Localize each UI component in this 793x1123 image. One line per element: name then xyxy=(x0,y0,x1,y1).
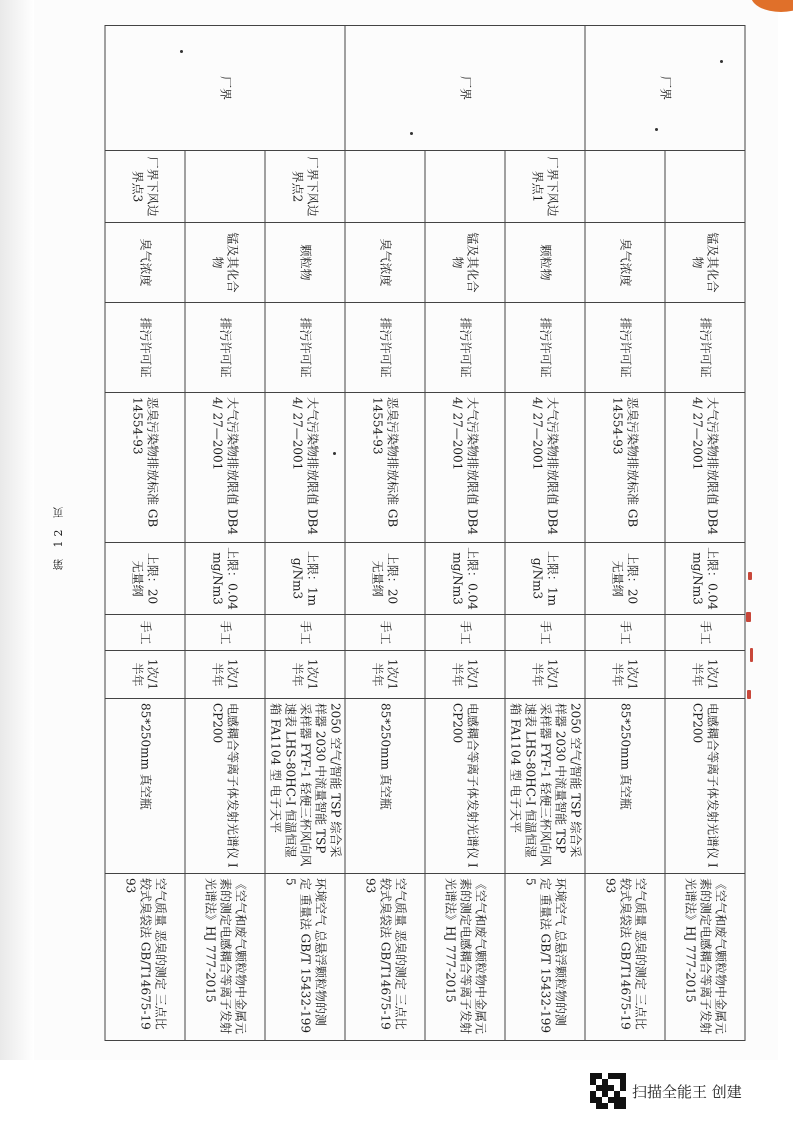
point-cell xyxy=(585,150,665,222)
table-row xyxy=(425,25,505,1040)
frequency-cell: 1次/1半年 xyxy=(265,650,345,698)
standard-cell: 大气污染物排放限值 DB44/ 27—2001 xyxy=(265,392,345,542)
requirement-cell: 排污许可证 xyxy=(585,302,665,392)
analysis-cell: 空气质量 恶臭的测定 三点比较式臭袋法 GB/T14675-1993 xyxy=(345,873,425,1040)
instrument-cell: 85*250mm 真空瓶 xyxy=(345,698,425,873)
standard-cell: 大气污染物排放限值 DB44/ 27—2001 xyxy=(185,392,265,542)
method-cell: 手工 xyxy=(585,614,665,650)
pollutant-cell: 颗粒物 xyxy=(265,222,345,302)
frequency-cell: 1次/1半年 xyxy=(345,650,425,698)
method-cell: 手工 xyxy=(265,614,345,650)
analysis-cell: 《空气和废气颗粒物中金属元素的测定电感耦合等离子发射光谱法》HJ 777-2015 xyxy=(665,873,745,1040)
requirement-cell: 排污许可证 xyxy=(425,302,505,392)
area-cell: 厂界 xyxy=(105,25,345,150)
method-cell: 手工 xyxy=(665,614,745,650)
frequency-cell: 1次/1半年 xyxy=(665,650,745,698)
standard-cell: 恶臭污染物排放标准 GB 14554-93 xyxy=(345,392,425,542)
frequency-cell: 1次/1半年 xyxy=(105,650,185,698)
pollutant-cell: 锰及其化合物 xyxy=(185,222,265,302)
instrument-cell: 2050 空气/智能 TSP 综合采样器 2030 中流量智能 TSP 采样器 FYF-1 轻便三杯风向风速表 LHS-80HC-I 恒温恒湿箱 FA1104 型 电子天平 xyxy=(265,698,345,873)
point-cell xyxy=(425,150,505,222)
analysis-cell: 环境空气 总悬浮颗粒物的测定 重量法 GB/T 15432-1995 xyxy=(265,873,345,1040)
pollutant-cell: 锰及其化合物 xyxy=(665,222,745,302)
method-cell: 手工 xyxy=(505,614,585,650)
standard-cell: 大气污染物排放限值 DB44/ 27—2001 xyxy=(505,392,585,542)
point-cell: 厂界下风边界点2 xyxy=(265,150,345,222)
standard-cell: 恶臭污染物排放标准 GB 14554-93 xyxy=(585,392,665,542)
analysis-cell: 空气质量 恶臭的测定 三点比较式臭袋法 GB/T14675-1993 xyxy=(585,873,665,1040)
analysis-cell: 《空气和废气颗粒物中金属元素的测定电感耦合等离子发射光谱法》HJ 777-2015 xyxy=(185,873,265,1040)
instrument-cell: 85*250mm 真空瓶 xyxy=(585,698,665,873)
requirement-cell: 排污许可证 xyxy=(345,302,425,392)
method-cell: 手工 xyxy=(105,614,185,650)
table-row xyxy=(265,25,345,1040)
limit-cell: 上限：1mg/Nm3 xyxy=(505,542,585,614)
limit-cell: 上限：20 无量纲 xyxy=(585,542,665,614)
limit-cell: 上限：0.04mg/Nm3 xyxy=(665,542,745,614)
standard-cell: 恶臭污染物排放标准 GB 14554-93 xyxy=(105,392,185,542)
scanner-watermark xyxy=(590,1073,742,1109)
requirement-cell: 排污许可证 xyxy=(265,302,345,392)
frequency-cell: 1次/1半年 xyxy=(425,650,505,698)
point-cell xyxy=(185,150,265,222)
point-cell xyxy=(665,150,745,222)
qr-code-icon xyxy=(590,1073,626,1109)
pollutant-cell: 锰及其化合物 xyxy=(425,222,505,302)
analysis-cell: 空气质量 恶臭的测定 三点比较式臭袋法 GB/T14675-1993 xyxy=(105,873,185,1040)
instrument-cell: 电感耦合等离子体发射光谱仪 ICP200 xyxy=(185,698,265,873)
standard-cell: 大气污染物排放限值 DB44/ 27—2001 xyxy=(425,392,505,542)
area-cell: 厂界 xyxy=(345,25,585,150)
page-number: 第 12 页 xyxy=(52,503,65,570)
method-cell: 手工 xyxy=(425,614,505,650)
margin-mark xyxy=(746,612,751,622)
pollutant-cell: 臭气浓度 xyxy=(345,222,425,302)
table-row xyxy=(505,25,585,1040)
analysis-cell: 环境空气 总悬浮颗粒物的测定 重量法 GB/T 15432-1995 xyxy=(505,873,585,1040)
limit-cell: 上限：20 无量纲 xyxy=(105,542,185,614)
standard-cell: 大气污染物排放限值 DB44/ 27—2001 xyxy=(665,392,745,542)
frequency-cell: 1次/1半年 xyxy=(185,650,265,698)
table-row xyxy=(105,25,185,1040)
pollutant-cell: 颗粒物 xyxy=(505,222,585,302)
scan-shadow-edge xyxy=(0,0,34,1060)
margin-mark xyxy=(750,648,753,662)
instrument-cell: 电感耦合等离子体发射光谱仪 ICP200 xyxy=(665,698,745,873)
instrument-cell: 2050 空气/智能 TSP 综合采样器 2030 中流量智能 TSP 采样器 FYF-1 轻便三杯风向风速表 LHS-80HC-I 恒温恒湿箱 FA1104 型 电子天平 xyxy=(505,698,585,873)
limit-cell: 上限：20 无量纲 xyxy=(345,542,425,614)
table-row xyxy=(185,25,265,1040)
table-row xyxy=(585,25,665,1040)
frequency-cell: 1次/1半年 xyxy=(505,650,585,698)
scanner-app-name: 扫描全能王 创建 xyxy=(632,1082,742,1101)
table-row xyxy=(665,25,745,1040)
limit-cell: 上限：1mg/Nm3 xyxy=(265,542,345,614)
requirement-cell: 排污许可证 xyxy=(665,302,745,392)
pollutant-cell: 臭气浓度 xyxy=(105,222,185,302)
frequency-cell: 1次/1半年 xyxy=(585,650,665,698)
limit-cell: 上限：0.04mg/Nm3 xyxy=(185,542,265,614)
requirement-cell: 排污许可证 xyxy=(505,302,585,392)
method-cell: 手工 xyxy=(345,614,425,650)
table-row xyxy=(345,25,425,1040)
point-cell: 厂界下风边界点3 xyxy=(105,150,185,222)
pollutant-cell: 臭气浓度 xyxy=(585,222,665,302)
point-cell xyxy=(345,150,425,222)
margin-mark xyxy=(747,690,751,699)
area-cell: 厂界 xyxy=(585,25,745,150)
margin-mark xyxy=(748,572,752,580)
instrument-cell: 85*250mm 真空瓶 xyxy=(105,698,185,873)
monitoring-table-wrapper xyxy=(123,25,728,1040)
method-cell: 手工 xyxy=(185,614,265,650)
requirement-cell: 排污许可证 xyxy=(185,302,265,392)
monitoring-table xyxy=(105,25,746,1041)
instrument-cell: 电感耦合等离子体发射光谱仪 ICP200 xyxy=(425,698,505,873)
requirement-cell: 排污许可证 xyxy=(105,302,185,392)
analysis-cell: 《空气和废气颗粒物中金属元素的测定电感耦合等离子发射光谱法》HJ 777-2015 xyxy=(425,873,505,1040)
point-cell: 厂界下风边界点1 xyxy=(505,150,585,222)
limit-cell: 上限：0.04mg/Nm3 xyxy=(425,542,505,614)
